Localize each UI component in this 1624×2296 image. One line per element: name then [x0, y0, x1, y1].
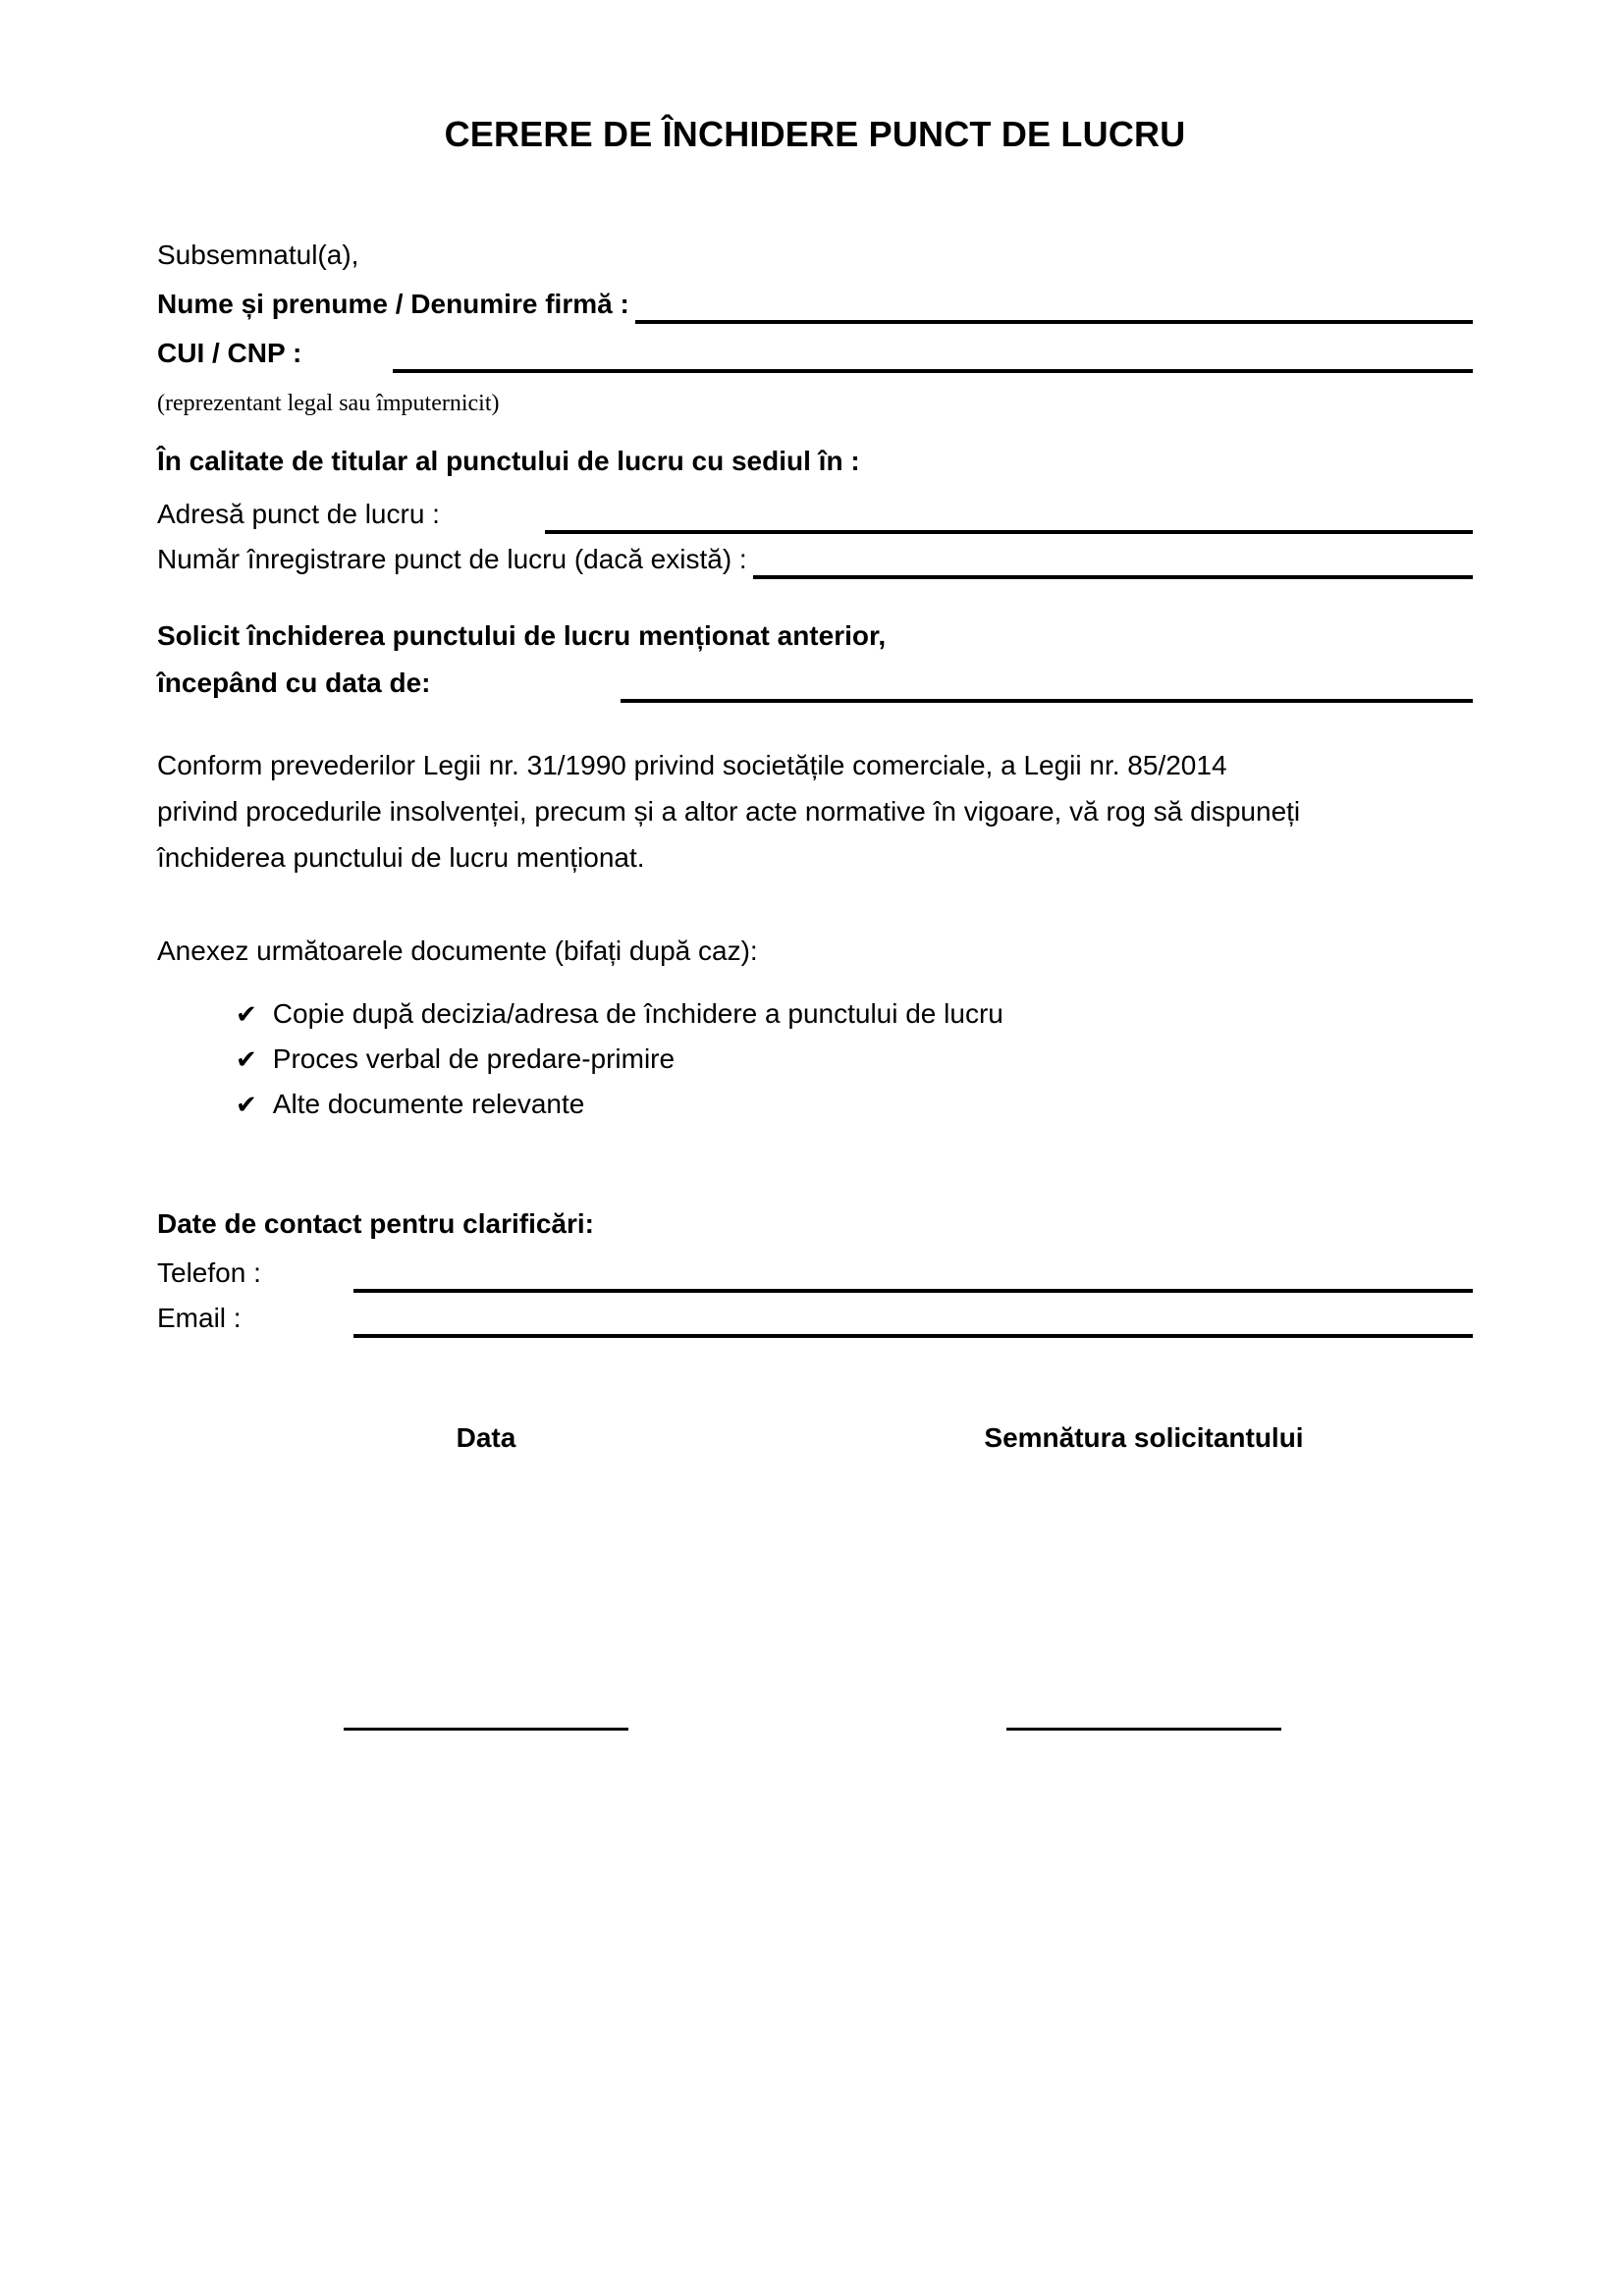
- cui-label: CUI / CNP :: [157, 338, 302, 368]
- address-blank-line: [545, 530, 1473, 534]
- legal-paragraph-line2: privind procedurile insolvenței, precum și a altor acte normative în vigoare, vă rog să dispuneți: [157, 796, 1301, 827]
- applicant-signature-line: [1006, 1728, 1281, 1731]
- signature-header: Semnătura solicitantului: [984, 1422, 1304, 1453]
- registration-blank-line: [753, 575, 1473, 579]
- legal-paragraph-line3: închiderea punctului de lucru menționat.: [157, 842, 645, 873]
- email-blank-line: [353, 1334, 1473, 1338]
- check-mark-icon: ✔: [236, 1044, 257, 1074]
- check-mark-icon: ✔: [236, 999, 257, 1029]
- date-signature-line: [344, 1728, 628, 1731]
- start-date-label: începând cu data de:: [157, 667, 431, 698]
- field-row-start-date: [157, 666, 1473, 701]
- annex-heading: Anexez următoarele documente (bifați după caz):: [157, 935, 758, 966]
- start-date-blank-line: [621, 699, 1473, 703]
- legal-paragraph: [157, 742, 1473, 881]
- company-name-blank-line: [635, 320, 1473, 324]
- field-row-email: [157, 1301, 1473, 1336]
- date-line-column: [157, 1706, 815, 1737]
- phone-label: Telefon :: [157, 1257, 261, 1288]
- field-row-cui: [157, 336, 1473, 371]
- address-label: Adresă punct de lucru :: [157, 499, 440, 529]
- email-label: Email :: [157, 1303, 242, 1333]
- field-row-phone: [157, 1255, 1473, 1291]
- subsemnatul-line: Subsemnatul(a),: [157, 240, 359, 270]
- field-row-company-name: [157, 287, 1473, 322]
- location-heading: În calitate de titular al punctului de lucru cu sediul în :: [157, 446, 860, 476]
- date-header: Data: [456, 1422, 516, 1453]
- cui-blank-line: [393, 369, 1473, 373]
- phone-blank-line: [353, 1289, 1473, 1293]
- page-title: CERERE DE ÎNCHIDERE PUNCT DE LUCRU: [444, 114, 1186, 154]
- checklist-item: [236, 1041, 1473, 1077]
- checklist-item: [236, 1087, 1473, 1122]
- field-row-address: [157, 497, 1473, 532]
- registration-label: Număr înregistrare punct de lucru (dacă există) :: [157, 544, 747, 574]
- representative-note: (reprezentant legal sau împuternicit): [157, 391, 500, 416]
- field-row-registration: [157, 542, 1473, 577]
- contact-heading: Date de contact pentru clarificări:: [157, 1208, 595, 1239]
- signature-headers: [157, 1420, 1473, 1456]
- request-line1: Solicit închiderea punctului de lucru menționat anterior,: [157, 620, 887, 651]
- signature-line-column: [815, 1706, 1473, 1737]
- check-mark-icon: ✔: [236, 1090, 257, 1119]
- checklist-item: [236, 996, 1473, 1032]
- checklist-item-label: Alte documente relevante: [272, 1089, 585, 1119]
- signature-lines: [157, 1706, 1473, 1737]
- checklist-item-label: Copie după decizia/adresa de închidere a punctului de lucru: [272, 998, 1003, 1029]
- checklist-item-label: Proces verbal de predare-primire: [272, 1043, 676, 1074]
- annex-checklist: [157, 996, 1473, 1122]
- legal-paragraph-line1: Conform prevederilor Legii nr. 31/1990 privind societățile comerciale, a Legii nr. 85/2014: [157, 750, 1227, 780]
- company-name-label: Nume și prenume / Denumire firmă :: [157, 289, 629, 319]
